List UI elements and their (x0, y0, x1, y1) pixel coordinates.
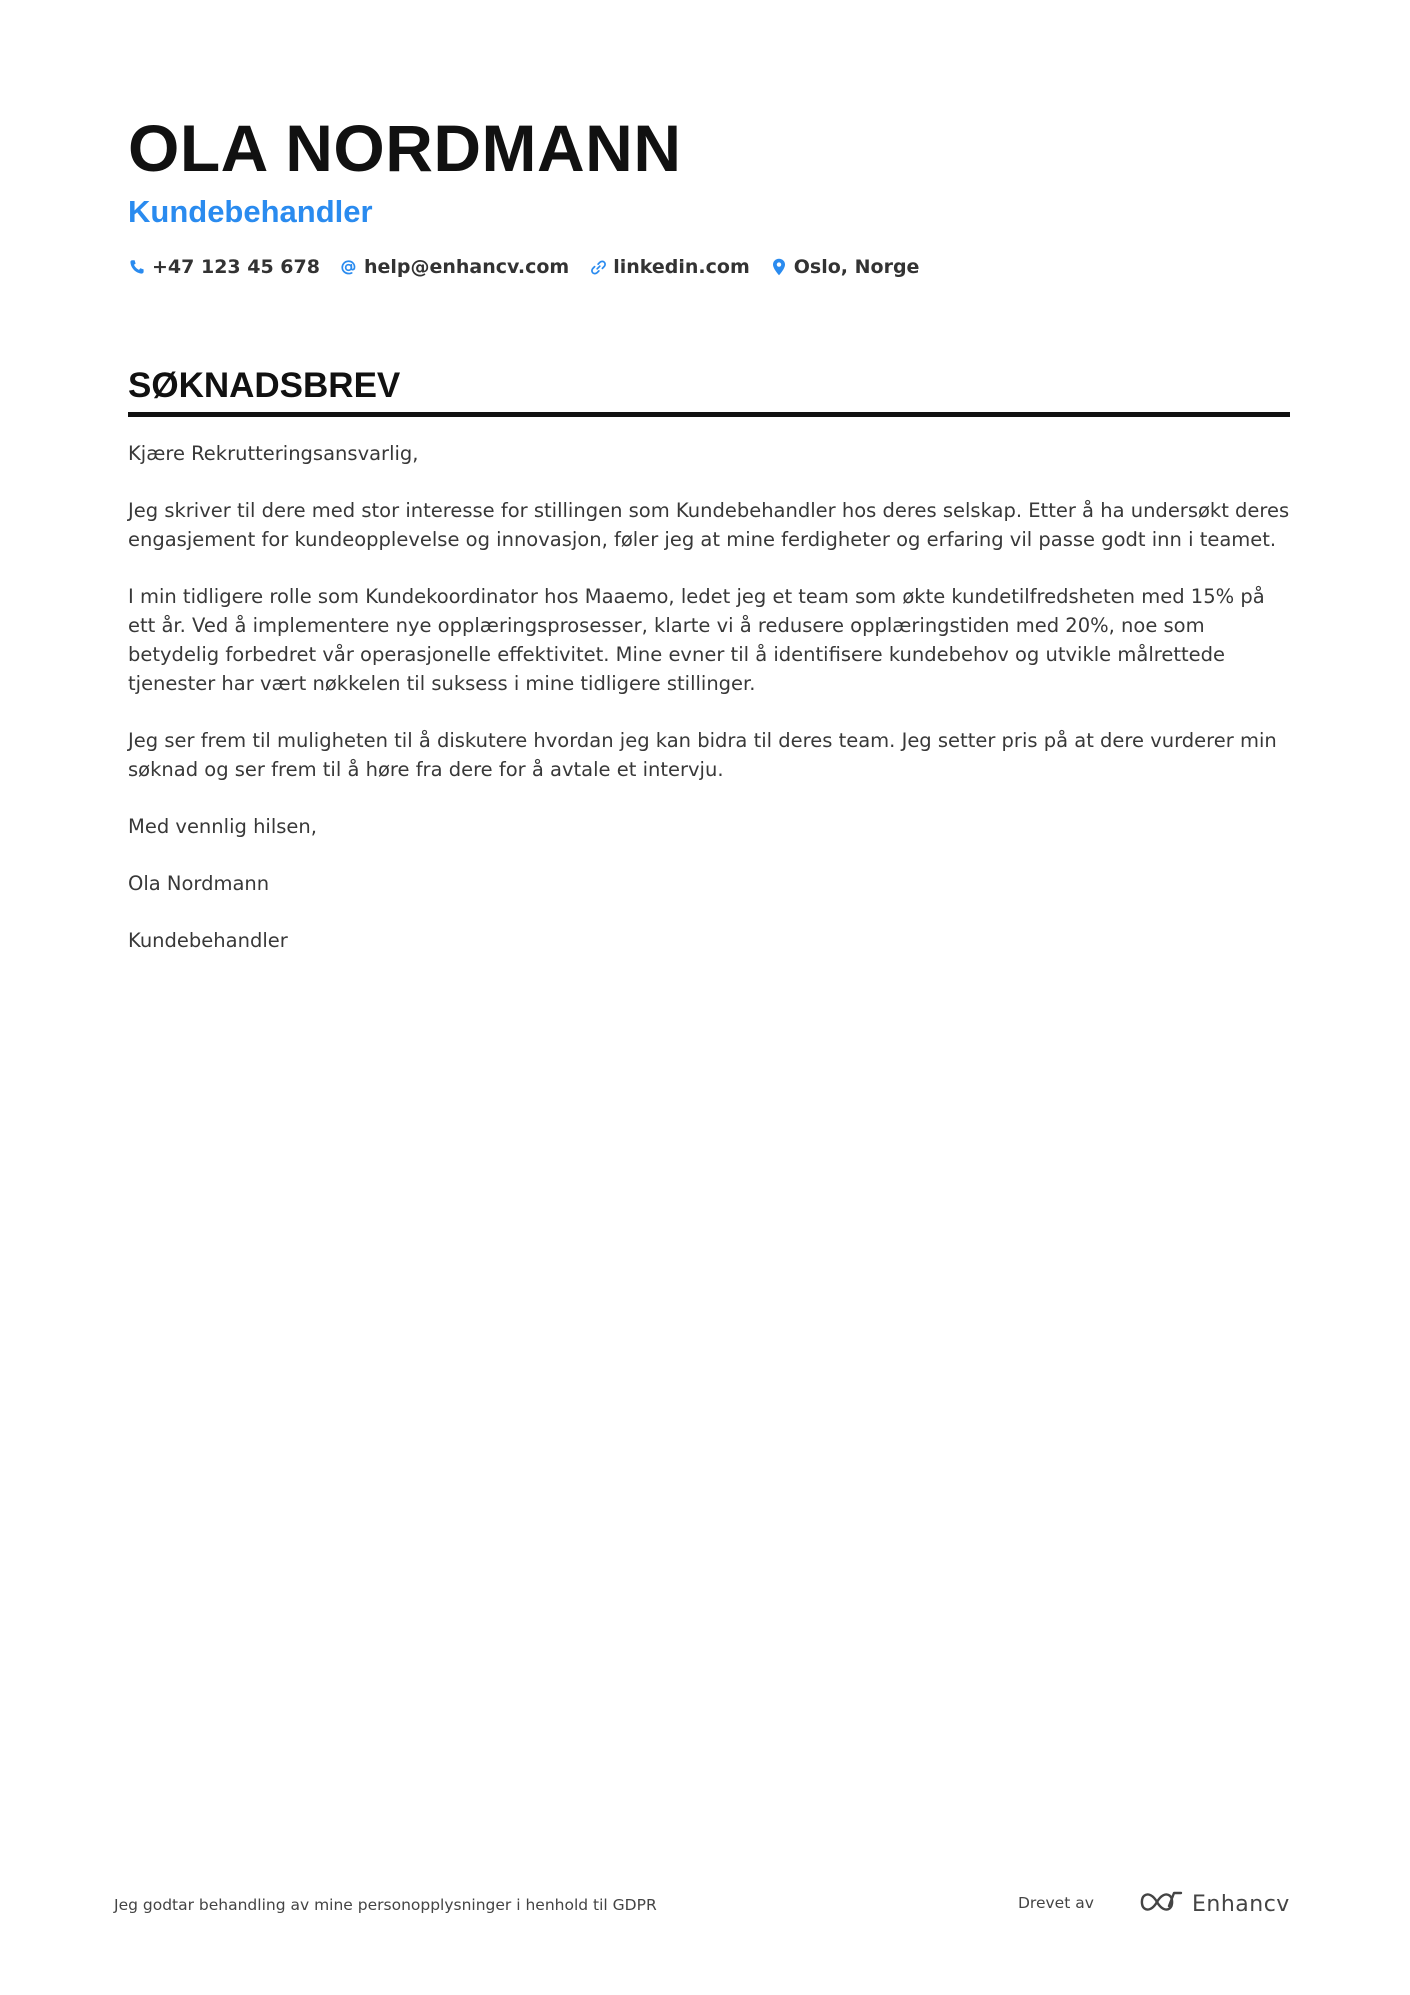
job-title: Kundebehandler (128, 194, 373, 229)
enhancv-brand-link[interactable] (1138, 1888, 1290, 1920)
at-icon (340, 258, 358, 276)
contact-location (770, 256, 920, 278)
contact-phone (128, 256, 320, 278)
letter-closing: Med vennlig hilsen, (128, 815, 317, 838)
footer (114, 1888, 1290, 1928)
enhancv-logo-icon (1138, 1889, 1184, 1919)
letter-paragraph: Jeg ser frem til muligheten til å diskutere hvordan jeg kan bidra til deres team. Jeg setter pris på at dere vurderer min søknad og ser frem til å høre fra dere for å avtale et intervju. (128, 729, 1277, 781)
powered-by-text: Drevet av (1018, 1894, 1094, 1912)
applicant-name: OLA NORDMANN (128, 111, 682, 185)
signature-name: Ola Nordmann (128, 872, 270, 895)
signature-title: Kundebehandler (128, 929, 288, 952)
contact-bar (128, 256, 1288, 278)
letter-paragraph: I min tidligere rolle som Kundekoordinator hos Maaemo, ledet jeg et team som økte kundetilfredsheten med 15% på ett år. Ved å implementere nye opplæringsprosesser, klarte vi å redusere opplæringstiden med 20%, noe som betydelig forbedret vår operasjonelle effektivitet. Mine evner til å identifisere kundebehov og utvikle målrettede tjenester har vært nøkkelen til suksess i mine tidligere stillinger. (128, 585, 1265, 695)
letter-greeting: Kjære Rekrutteringsansvarlig, (128, 442, 419, 465)
linkedin-link[interactable]: linkedin.com (613, 256, 750, 278)
email-link[interactable]: help@enhancv.com (363, 256, 570, 278)
gdpr-consent-text: Jeg godtar behandling av mine personopplysninger i henhold til GDPR (114, 1896, 657, 1914)
link-icon (589, 258, 607, 276)
map-pin-icon (770, 258, 788, 276)
phone-text: +47 123 45 678 (152, 256, 320, 278)
header (128, 110, 1288, 278)
brand-name: Enhancv (1192, 1891, 1290, 1917)
location-text: Oslo, Norge (793, 256, 920, 278)
contact-email (340, 256, 569, 278)
letter-body (128, 439, 1290, 955)
section-title: SØKNADSBREV (128, 364, 1290, 417)
phone-icon (128, 258, 146, 276)
letter-paragraph: Jeg skriver til dere med stor interesse for stillingen som Kundebehandler hos deres selskap. Etter å ha undersøkt deres engasjement for kundeopplevelse og innovasjon, føler jeg at mine ferdigheter og erfaring vil passe godt inn i teamet. (128, 499, 1290, 551)
cover-letter-section (128, 364, 1290, 983)
contact-linkedin (589, 256, 750, 278)
